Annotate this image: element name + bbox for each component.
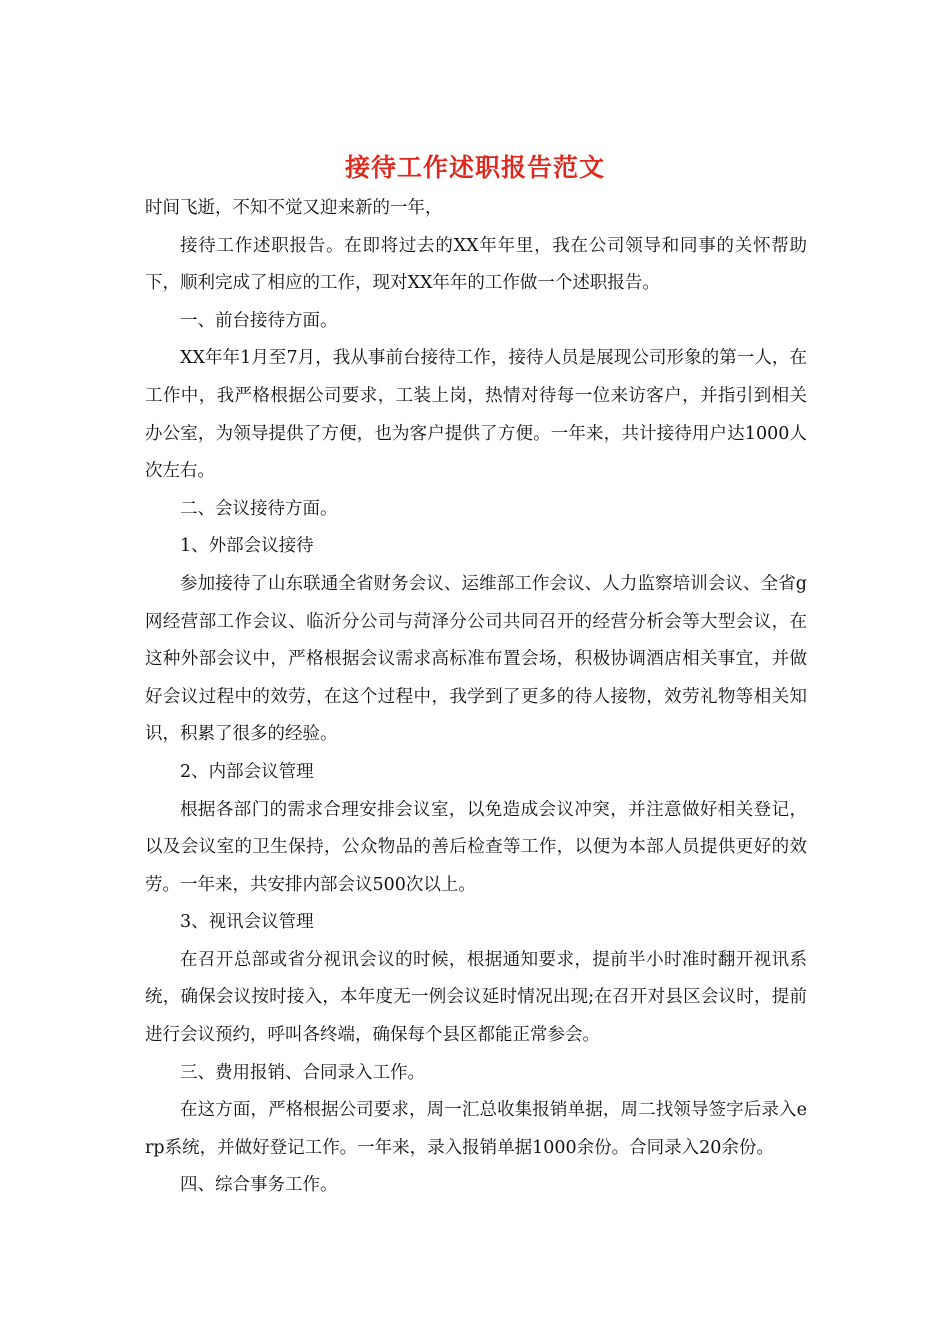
section-heading: 二、会议接待方面。 (180, 498, 338, 519)
paragraph: 根据各部门的需求合理安排会议室，以免造成会议冲突，并注意做好相关登记，以及会议室的卫生保持，公众物品的善后检查等工作，以便为本部人员提供更好的效劳。一年来，共安排内部会议500次以上。 (145, 799, 807, 895)
paragraph: 在这方面，严格根据公司要求，周一汇总收集报销单据，周二找领导签字后录入erp系统，并做好登记工作。一年来，录入报销单据1000余份。合同录入20余份。 (145, 1100, 807, 1158)
paragraph: XX年年1月至7月，我从事前台接待工作，接待人员是展现公司形象的第一人，在工作中，我严格根据公司要求，工装上岗，热情对待每一位来访客户，并指引到相关办公室，为领导提供了方便，也为客户提供了方便。一年来，共计接待用户达1000人次左右。 (145, 348, 807, 482)
subsection-heading: 3、视讯会议管理 (180, 912, 314, 933)
paragraph: 参加接待了山东联通全省财务会议、运维部工作会议、人力监察培训会议、全省g网经营部工作会议、临沂分公司与菏泽分公司共同召开的经营分析会等大型会议，在这种外部会议中，严格根据会议需求高标准布置会场，积极协调酒店相关事宜，并做好会议过程中的效劳，在这个过程中，我学到了更多的待人接物，效劳礼物等相关知识，积累了很多的经验。 (145, 573, 807, 745)
paragraph: 在召开总部或省分视讯会议的时候，根据通知要求，提前半小时准时翻开视讯系统，确保会议按时接入，本年度无一例会议延时情况出现;在召开对县区会议时，提前进行会议预约，呼叫各终端，确保每个县区都能正常参会。 (145, 949, 807, 1046)
section-heading: 四、综合事务工作。 (180, 1175, 338, 1196)
paragraph: 接待工作述职报告。在即将过去的XX年年里，我在公司领导和同事的关怀帮助下，顺利完成了相应的工作，现对XX年年的工作做一个述职报告。 (145, 235, 807, 294)
paragraph: 时间飞逝，不知不觉又迎来新的一年， (145, 198, 443, 218)
document-body (145, 190, 807, 1205)
section-heading: 三、费用报销、合同录入工作。 (180, 1062, 425, 1083)
subsection-heading: 2、内部会议管理 (180, 761, 314, 782)
section-heading: 一、前台接待方面。 (180, 310, 338, 331)
document-title: 接待工作述职报告范文 (344, 153, 605, 182)
subsection-heading: 1、外部会议接待 (180, 536, 314, 557)
